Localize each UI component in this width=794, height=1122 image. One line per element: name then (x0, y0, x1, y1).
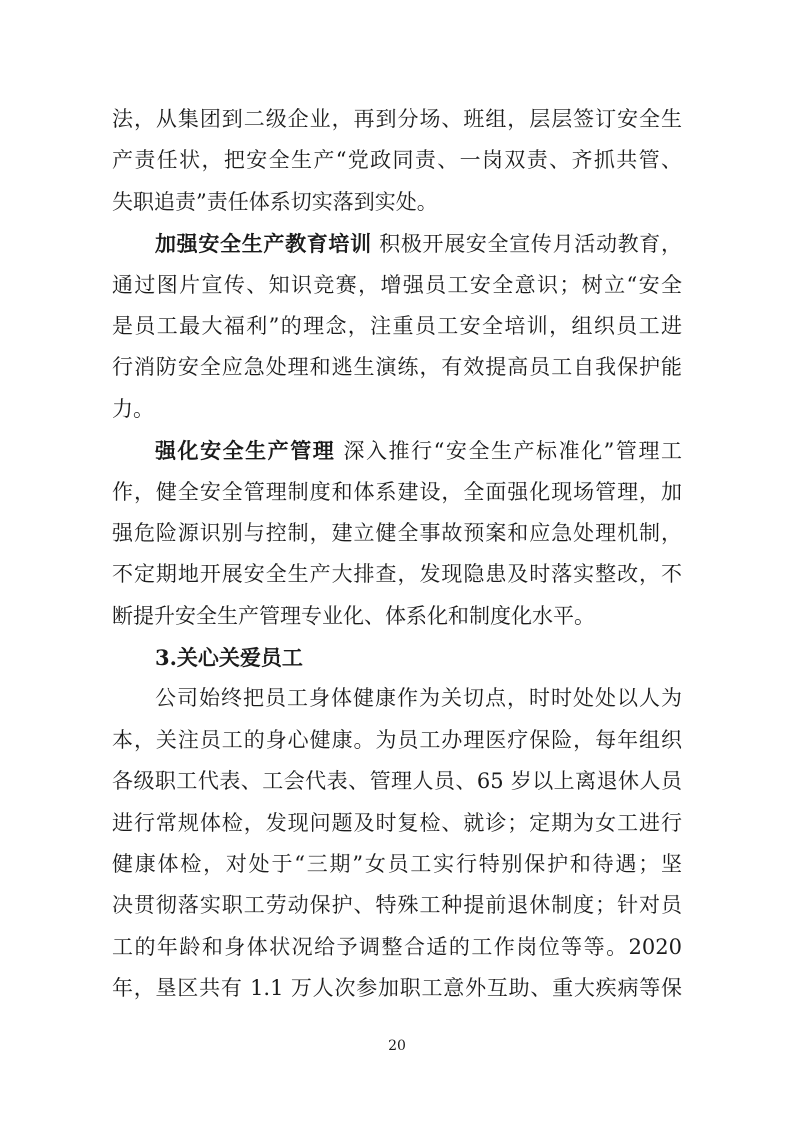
text-line (112, 472, 682, 513)
run-in-heading: 加强安全生产教育培训 (155, 231, 372, 257)
text-line (112, 885, 682, 926)
text-run: 行消防安全应急处理和逃生演练，有效提高员工自我保护能 (112, 355, 682, 380)
text-run: 各级职工代表、工会代表、管理人员、65 岁以上离退休人员 (112, 769, 682, 794)
text-run: 不定期地开展安全生产大排查，发现隐患及时落实整改，不 (112, 562, 682, 587)
text-line (112, 803, 682, 844)
text-line (112, 223, 682, 264)
text-run: 进行常规体检，发现问题及时复检、就诊；定期为女工进行 (112, 810, 682, 835)
text-run: 力。 (112, 396, 154, 421)
document-body (112, 99, 682, 1010)
text-run: 作，健全安全管理制度和体系建设，全面强化现场管理，加 (112, 479, 682, 504)
text-line (112, 720, 682, 761)
text-line (112, 182, 682, 223)
run-in-heading: 强化安全生产管理 (155, 438, 336, 464)
text-run: 失职追责”责任体系切实落到实处。 (112, 189, 438, 214)
text-run: 深入推行“安全生产标准化”管理工 (335, 439, 682, 464)
text-line (112, 844, 682, 885)
text-run: 积极开展安全宣传月活动教育， (371, 232, 682, 257)
text-run: 本，关注员工的身心健康。为员工办理医疗保险，每年组织 (112, 727, 682, 752)
text-run: 健康体检，对处于“三期”女员工实行特别保护和待遇；坚 (112, 852, 682, 877)
text-run: 是员工最大福利”的理念，注重员工安全培训，组织员工进 (112, 313, 682, 338)
section-heading (112, 637, 682, 678)
section-heading-text: 3.关心关爱员工 (155, 645, 303, 671)
text-run: 断提升安全生产管理专业化、体系化和制度化水平。 (112, 603, 595, 628)
text-line (112, 306, 682, 347)
text-line (112, 596, 682, 637)
text-line (112, 430, 682, 471)
text-line (112, 347, 682, 388)
text-line (112, 927, 682, 968)
text-line (112, 968, 682, 1009)
text-run: 工的年龄和身体状况给予调整合适的工作岗位等等。2020 (112, 934, 682, 959)
text-run: 决贯彻落实职工劳动保护、特殊工种提前退休制度；针对员 (112, 893, 682, 918)
text-run: 法，从集团到二级企业，再到分场、班组，层层签订安全生 (112, 107, 682, 131)
text-line (112, 513, 682, 554)
text-run: 公司始终把员工身体健康作为关切点，时时处处以人为 (155, 686, 682, 711)
text-line (112, 140, 682, 181)
text-line (112, 389, 682, 430)
text-run: 通过图片宣传、知识竞赛，增强员工安全意识；树立“安全 (112, 272, 682, 297)
text-run: 年，垦区共有 1.1 万人次参加职工意外互助、重大疾病等保 (112, 976, 682, 1001)
page-footer (0, 1036, 794, 1056)
page-number: 20 (388, 1038, 406, 1054)
text-line (112, 265, 682, 306)
text-line (112, 678, 682, 719)
text-line (112, 761, 682, 802)
text-line (112, 99, 682, 140)
text-line (112, 554, 682, 595)
text-run: 产责任状，把安全生产“党政同责、一岗双责、齐抓共管、 (112, 148, 682, 173)
text-run: 强危险源识别与控制，建立健全事故预案和应急处理机制， (112, 520, 682, 545)
